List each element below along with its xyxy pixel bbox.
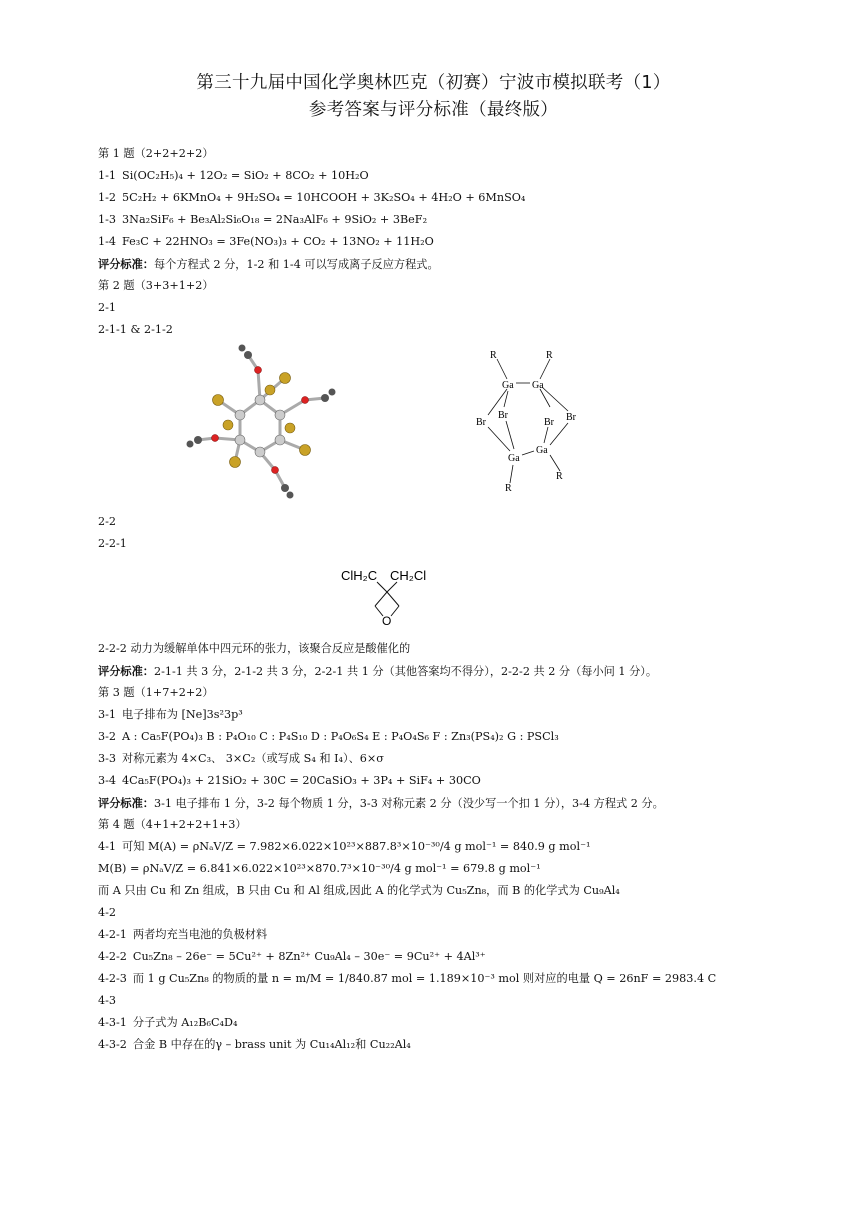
- answer-text: Si(OC₂H₅)₄ + 12O₂ = SiO₂ + 8CO₂ + 10H₂O: [122, 169, 369, 182]
- substituent-right: CH₂Cl: [390, 568, 427, 583]
- answer-text: 2-1-1 共 3 分，2-1-2 共 3 分，2-2-1 共 1 分（其他答案均不得分），2-2-2 共 2 分（每小问 1 分）。: [153, 665, 658, 678]
- answer-text: 5C₂H₂ + 6KMnO₄ + 9H₂SO₄ = 10HCOOH + 3K₂SO₄ + 4H₂O + 6MnSO₄: [122, 191, 526, 204]
- answer-text: A : Ca₅F(PO₄)₃ B : P₄O₁₀ C : P₄S₁₀ D : P₄O₆S₄ E : P₄O₄S₆ F : Zn₃(PS₄)₂ G : PSCl₃: [122, 730, 559, 743]
- answer-text: 而 1 g Cu₅Zn₈ 的物质的量 n = m/M = 1/840.87 mol = 1.189×10⁻³ mol 则对应的电量 Q = 26nF = 2983.4 C: [132, 972, 717, 985]
- answer-line: [98, 257, 439, 272]
- answer-text: 2-2: [98, 515, 117, 528]
- r-label: R: [546, 350, 553, 361]
- question-number: 3-3: [98, 752, 117, 765]
- answer-line: [98, 1038, 411, 1052]
- ga-label: Ga: [508, 453, 520, 464]
- answer-line: [98, 708, 243, 722]
- answer-line: [98, 730, 559, 744]
- answer-text: 而 A 只由 Cu 和 Zn 组成，B 只由 Cu 和 Al 组成,因此 A 的化学式为 Cu₅Zn₈，而 B 的化学式为 Cu₉Al₄: [98, 884, 620, 897]
- question-number: 1-4: [98, 235, 117, 248]
- answer-text: 对称元素为 4×C₃、 3×C₂（或写成 S₄ 和 I₄）、6×σ: [122, 752, 384, 765]
- answer-line: [98, 191, 525, 205]
- answer-text: 第 1 题（2+2+2+2）: [98, 147, 214, 160]
- document-title: 第三十九届中国化学奥林匹克（初赛）宁波市模拟联考（1）: [196, 73, 671, 93]
- document-subtitle: 参考答案与评分标准（最终版）: [308, 100, 559, 120]
- question-number: 3-1: [98, 708, 117, 721]
- answer-line: [98, 213, 427, 227]
- answer-line: [98, 752, 384, 766]
- oxetane-structure: [335, 562, 445, 632]
- answer-line: [98, 301, 116, 315]
- answer-text: 两者均充当电池的负极材料: [132, 928, 268, 941]
- answer-text: 3-1 电子排布 1 分，3-2 每个物质 1 分，3-3 对称元素 2 分（没少写一个扣 1 分），3-4 方程式 2 分。: [153, 797, 664, 810]
- answer-line: [98, 537, 127, 551]
- answer-line: [98, 906, 116, 920]
- answer-text: 分子式为 A₁₂B₆C₄D₄: [132, 1016, 238, 1029]
- answer-line: [98, 515, 116, 529]
- answer-line: [98, 147, 214, 161]
- answer-line: [98, 686, 214, 700]
- br-label: Br: [476, 417, 486, 428]
- r-label: R: [556, 471, 563, 482]
- answer-text: 2-2-1: [98, 537, 127, 550]
- ga-label: Ga: [502, 380, 514, 391]
- answer-line: [98, 840, 590, 854]
- answer-text: 可知 M(A) = ρNₐV/Z = 7.982×6.022×10²³×887.8³×10⁻³⁰/4 g mol⁻¹ = 840.9 g mol⁻¹: [122, 840, 591, 853]
- answer-text: 第 2 题（3+3+1+2）: [98, 279, 214, 292]
- ball-stick-model-figure: [180, 340, 350, 500]
- question-number: 4-2-3: [98, 972, 127, 985]
- r-label: R: [490, 350, 497, 361]
- answer-line: [98, 774, 481, 788]
- answer-line: [98, 818, 247, 832]
- answer-text: 2-2-2 动力为缓解单体中四元环的张力，该聚合反应是酸催化的: [98, 642, 411, 655]
- answer-text: 每个方程式 2 分，1-2 和 1-4 可以写成离子反应方程式。: [153, 258, 439, 271]
- answer-line: [98, 928, 267, 942]
- ga-label: Ga: [532, 380, 544, 391]
- question-number: 4-1: [98, 840, 117, 853]
- br-label: Br: [544, 417, 554, 428]
- question-number: 3-4: [98, 774, 117, 787]
- scoring-label: 评分标准：: [98, 796, 154, 810]
- question-number: 1-1: [98, 169, 117, 182]
- answer-text: Cu₅Zn₈ – 26e⁻ = 5Cu²⁺ + 8Zn²⁺ Cu₉Al₄ – 30e⁻ = 9Cu²⁺ + 4Al³⁺: [132, 950, 486, 963]
- answer-line: [98, 169, 369, 183]
- answer-text: 2-1-1 & 2-1-2: [98, 323, 173, 336]
- question-number: 4-3-1: [98, 1016, 127, 1029]
- answer-text: M(B) = ρNₐV/Z = 6.841×6.022×10²³×870.7³×10⁻³⁰/4 g mol⁻¹ = 679.8 g mol⁻¹: [98, 862, 541, 875]
- answer-line: [98, 279, 214, 293]
- answer-line: [98, 642, 410, 656]
- answer-line: [98, 235, 434, 249]
- answer-text: 合金 B 中存在的γ – brass unit 为 Cu₁₄Al₁₂和 Cu₂₂Al₄: [132, 1038, 411, 1051]
- answer-text: 第 3 题（1+7+2+2）: [98, 686, 214, 699]
- substituent-left: ClH₂C: [341, 568, 378, 583]
- answer-text: 电子排布为 [Ne]3s²3p³: [122, 708, 243, 721]
- answer-line: [98, 972, 716, 986]
- r-label: R: [505, 483, 512, 494]
- question-number: 4-3-2: [98, 1038, 127, 1051]
- question-number: 1-2: [98, 191, 117, 204]
- answer-text: 第 4 题（4+1+2+2+1+3）: [98, 818, 247, 831]
- answer-text: 4-3: [98, 994, 117, 1007]
- question-number: 4-2-1: [98, 928, 127, 941]
- br-label: Br: [498, 410, 508, 421]
- ga-label: Ga: [536, 445, 548, 456]
- answer-text: Fe₃C + 22HNO₃ = 3Fe(NO₃)₃ + CO₂ + 13NO₂ + 11H₂O: [122, 235, 434, 248]
- scoring-label: 评分标准：: [98, 664, 154, 678]
- answer-text: 4-2: [98, 906, 117, 919]
- answer-line: [98, 323, 173, 337]
- oxygen-label: O: [382, 614, 392, 628]
- answer-line: [98, 1016, 237, 1030]
- question-number: 3-2: [98, 730, 117, 743]
- question-number: 4-2-2: [98, 950, 127, 963]
- answer-text: 3Na₂SiF₆ + Be₃Al₂Si₆O₁₈ = 2Na₃AlF₆ + 9SiO₂ + 3BeF₂: [122, 213, 428, 226]
- gallium-bromide-structure: [470, 345, 590, 495]
- answer-line: [98, 862, 541, 876]
- answer-text: 2-1: [98, 301, 117, 314]
- answer-line: [98, 884, 620, 898]
- question-number: 1-3: [98, 213, 117, 226]
- answer-line: [98, 950, 486, 964]
- answer-text: 4Ca₅F(PO₄)₃ + 21SiO₂ + 30C = 20CaSiO₃ + 3P₄ + SiF₄ + 30CO: [122, 774, 481, 787]
- answer-line: [98, 664, 657, 679]
- scoring-label: 评分标准：: [98, 257, 154, 271]
- answer-line: [98, 994, 116, 1008]
- br-label: Br: [566, 412, 576, 423]
- answer-line: [98, 796, 664, 811]
